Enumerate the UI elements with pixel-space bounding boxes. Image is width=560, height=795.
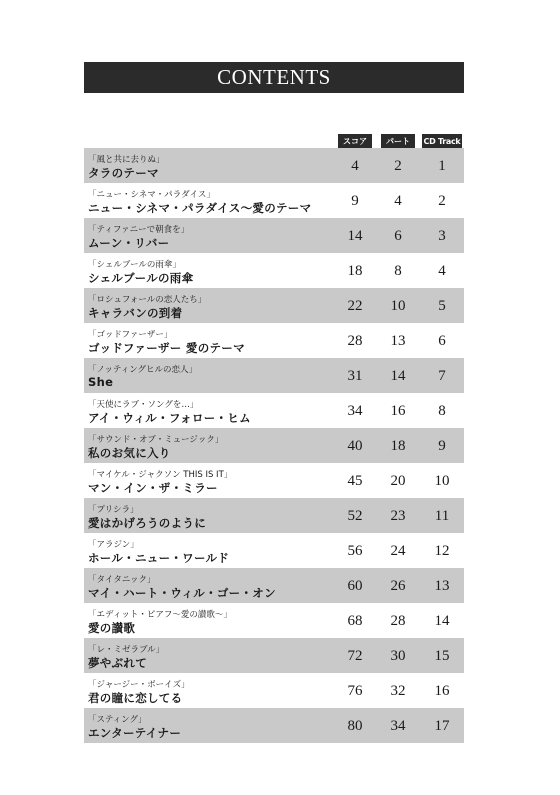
film-title: 「マイケル・ジャクソン THIS IS IT」 xyxy=(88,470,233,480)
contents-title-bar xyxy=(84,62,464,93)
song-title: アイ・ウィル・フォロー・ヒム xyxy=(88,411,251,425)
song-title: エンターテイナー xyxy=(88,726,182,740)
song-title: タラのテーマ xyxy=(88,166,159,180)
cd-track-number: 5 xyxy=(438,298,446,314)
film-title: 「ロシュフォールの恋人たち」 xyxy=(88,295,207,305)
song-title: 君の瞳に恋してる xyxy=(88,691,183,705)
score-page: 14 xyxy=(347,228,363,244)
song-title: 夢やぶれて xyxy=(88,656,147,670)
score-page: 76 xyxy=(347,683,363,699)
score-page: 80 xyxy=(347,718,363,734)
song-title: ムーン・リバー xyxy=(88,236,170,250)
table-row xyxy=(84,638,464,673)
film-title: 「ティファニーで朝食を」 xyxy=(88,225,190,235)
film-title: 「天使にラブ・ソングを…」 xyxy=(88,400,199,410)
table-row xyxy=(84,463,464,498)
score-page: 68 xyxy=(347,613,363,629)
part-page: 6 xyxy=(394,228,402,244)
song-title: ニュー・シネマ・パラダイス～愛のテーマ xyxy=(88,201,312,215)
cd-track-number: 9 xyxy=(438,438,446,454)
column-header-part: パート xyxy=(381,134,415,148)
cd-track-number: 16 xyxy=(434,683,450,699)
score-page: 40 xyxy=(347,438,363,454)
table-row xyxy=(84,603,464,638)
song-title: シェルブールの雨傘 xyxy=(88,271,194,285)
table-row xyxy=(84,218,464,253)
page-title: CONTENTS xyxy=(217,65,331,89)
table-row xyxy=(84,708,464,743)
part-page: 14 xyxy=(390,368,406,384)
part-page: 32 xyxy=(390,683,406,699)
contents-table xyxy=(84,148,464,743)
song-title: マン・イン・ザ・ミラー xyxy=(88,481,218,495)
score-page: 9 xyxy=(351,193,359,209)
film-title: 「ジャージー・ボーイズ」 xyxy=(88,680,190,690)
table-row xyxy=(84,148,464,183)
score-page: 45 xyxy=(347,473,363,489)
table-row xyxy=(84,673,464,708)
song-title: キャラバンの到着 xyxy=(88,306,183,320)
cd-track-number: 11 xyxy=(434,508,450,524)
song-title: ゴッドファーザー 愛のテーマ xyxy=(88,341,245,355)
film-title: 「ノッティングヒルの恋人」 xyxy=(88,365,198,375)
table-row xyxy=(84,428,464,463)
score-page: 31 xyxy=(347,368,363,384)
film-title: 「サウンド・オブ・ミュージック」 xyxy=(88,435,224,445)
table-row xyxy=(84,393,464,428)
song-title: 私のお気に入り xyxy=(88,446,171,460)
score-page: 28 xyxy=(347,333,363,349)
part-page: 28 xyxy=(390,613,406,629)
table-row xyxy=(84,253,464,288)
part-page: 4 xyxy=(394,193,402,209)
part-page: 26 xyxy=(390,578,406,594)
film-title: 「プリシラ」 xyxy=(88,505,139,515)
part-page: 13 xyxy=(390,333,406,349)
cd-track-number: 14 xyxy=(434,613,450,629)
film-title: 「レ・ミゼラブル」 xyxy=(88,645,165,655)
part-page: 2 xyxy=(394,158,402,174)
score-page: 4 xyxy=(351,158,359,174)
table-row xyxy=(84,498,464,533)
column-header-cd-track: CD Track xyxy=(422,134,462,148)
part-page: 23 xyxy=(390,508,406,524)
part-page: 20 xyxy=(390,473,406,489)
film-title: 「風と共に去りぬ」 xyxy=(88,155,165,165)
score-page: 56 xyxy=(347,543,363,559)
cd-track-number: 3 xyxy=(438,228,446,244)
song-title: ホール・ニュー・ワールド xyxy=(88,551,230,565)
cd-track-number: 10 xyxy=(434,473,450,489)
score-page: 72 xyxy=(347,648,363,664)
table-row xyxy=(84,568,464,603)
score-page: 60 xyxy=(347,578,363,594)
song-title: 愛はかげろうのように xyxy=(88,516,206,530)
score-page: 18 xyxy=(347,263,363,279)
cd-track-number: 12 xyxy=(434,543,450,559)
film-title: 「タイタニック」 xyxy=(88,575,156,585)
film-title: 「ゴッドファーザー」 xyxy=(88,330,173,340)
table-row xyxy=(84,183,464,218)
score-page: 22 xyxy=(347,298,363,314)
film-title: 「シェルブールの雨傘」 xyxy=(88,260,181,270)
part-page: 10 xyxy=(390,298,406,314)
table-row xyxy=(84,358,464,393)
cd-track-number: 2 xyxy=(438,193,446,209)
song-title: マイ・ハート・ウィル・ゴー・オン xyxy=(88,586,276,600)
cd-track-number: 8 xyxy=(438,403,446,419)
cd-track-number: 7 xyxy=(438,368,446,384)
score-page: 34 xyxy=(347,403,363,419)
table-row xyxy=(84,533,464,568)
part-page: 18 xyxy=(390,438,406,454)
song-title: 愛の讃歌 xyxy=(88,621,136,635)
cd-track-number: 4 xyxy=(438,263,446,279)
cd-track-number: 1 xyxy=(438,158,446,174)
part-page: 24 xyxy=(390,543,406,559)
film-title: 「ニュー・シネマ・パラダイス」 xyxy=(88,190,215,200)
table-row xyxy=(84,323,464,358)
cd-track-number: 6 xyxy=(438,333,446,349)
table-row xyxy=(84,288,464,323)
film-title: 「スティング」 xyxy=(88,715,147,725)
part-page: 8 xyxy=(394,263,402,279)
film-title: 「エディット・ピアフ～愛の讃歌～」 xyxy=(88,610,232,620)
part-page: 30 xyxy=(390,648,406,664)
part-page: 34 xyxy=(390,718,406,734)
cd-track-number: 15 xyxy=(434,648,450,664)
part-page: 16 xyxy=(390,403,406,419)
song-title: She xyxy=(88,375,114,389)
cd-track-number: 13 xyxy=(434,578,450,594)
score-page: 52 xyxy=(347,508,363,524)
column-header-score: スコア xyxy=(338,134,372,148)
cd-track-number: 17 xyxy=(434,718,450,734)
film-title: 「アラジン」 xyxy=(88,540,139,550)
